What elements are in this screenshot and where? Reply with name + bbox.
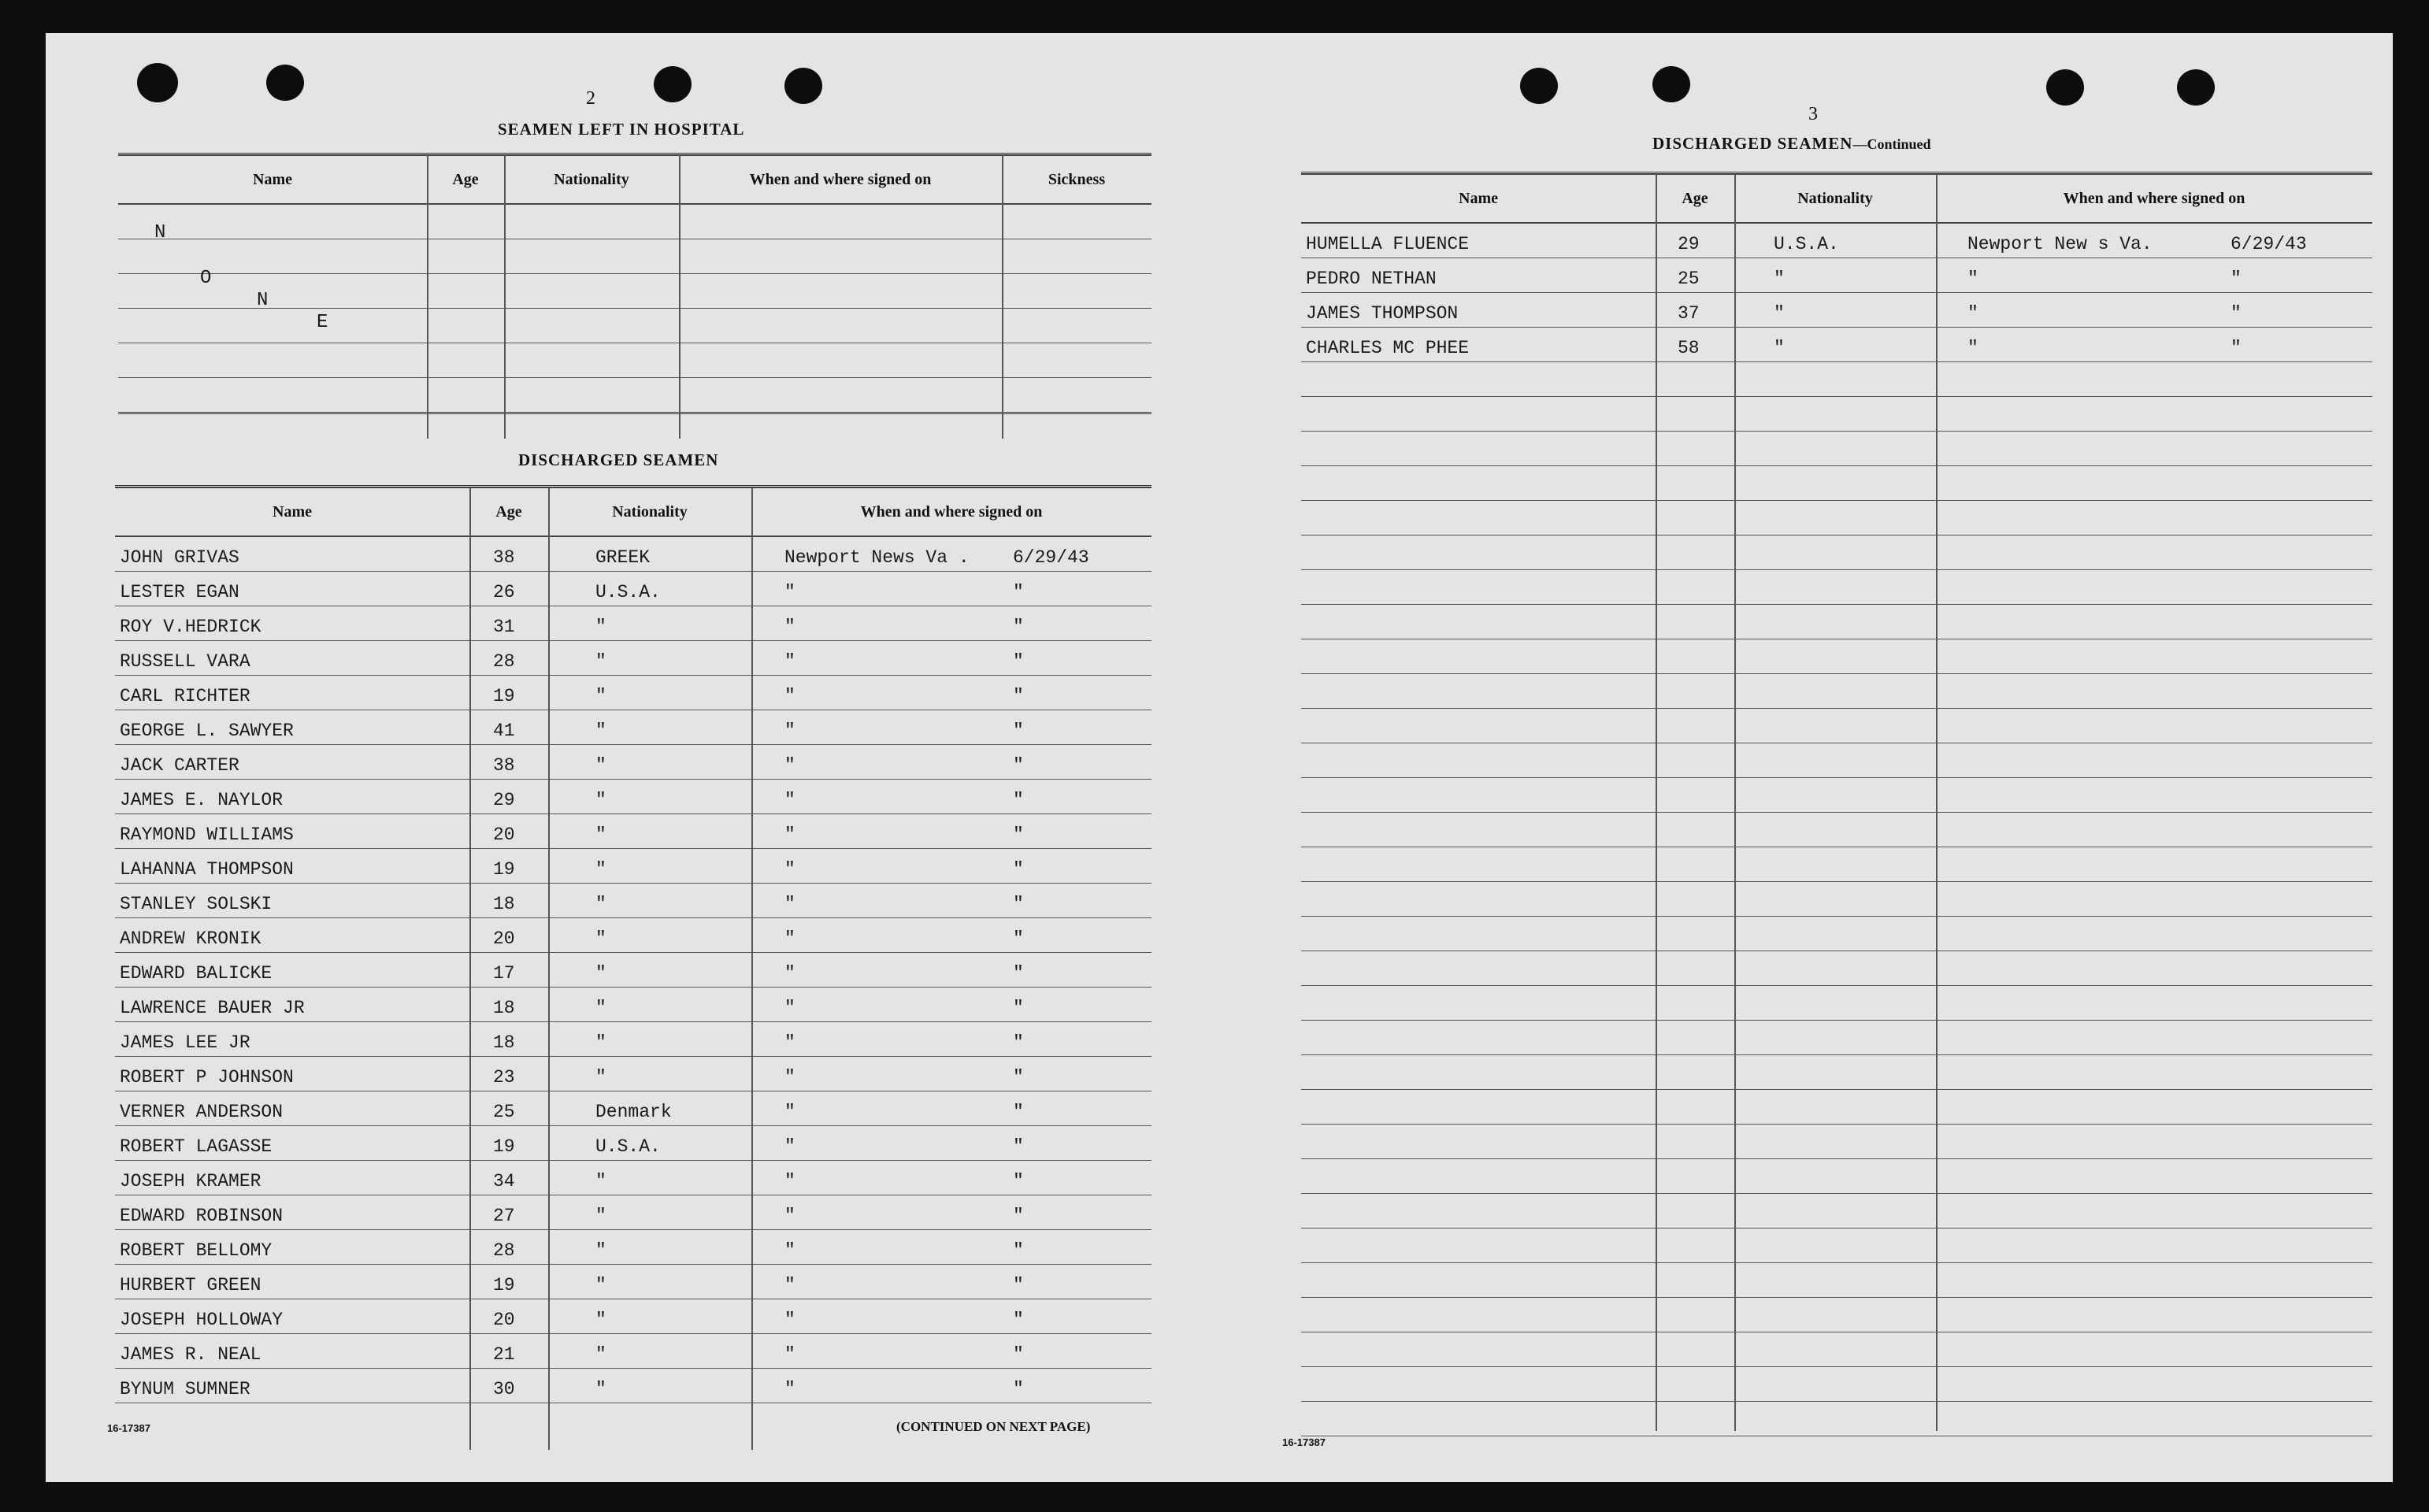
- table-row: [115, 1230, 1151, 1265]
- seaman-name: EDWARD BALICKE: [120, 963, 273, 984]
- signed-on-place: ": [784, 651, 795, 672]
- seaman-nationality: ": [595, 1310, 606, 1330]
- seaman-age: 34: [493, 1171, 515, 1191]
- signed-on-date: ": [2231, 269, 2242, 289]
- none-letter: N: [257, 290, 269, 311]
- seaman-name: CARL RICHTER: [120, 686, 250, 706]
- table-row: [115, 676, 1151, 710]
- table-row: [1301, 362, 2372, 397]
- table-row: [1301, 882, 2372, 917]
- signed-on-place: ": [784, 1136, 795, 1157]
- signed-on-date: ": [1013, 721, 1024, 741]
- table-row: [115, 780, 1151, 814]
- header-age: Age: [1682, 189, 1708, 207]
- discharged-continued-table: [1301, 172, 2372, 1431]
- signed-on-place: ": [784, 859, 795, 880]
- signed-on-date: ": [1013, 1032, 1024, 1053]
- table-row: [1301, 986, 2372, 1021]
- seaman-age: 17: [493, 963, 515, 984]
- table-row: [1301, 1125, 2372, 1159]
- table-row: [1301, 709, 2372, 743]
- seaman-name: GEORGE L. SAWYER: [120, 721, 294, 741]
- seaman-age: 28: [493, 651, 515, 672]
- seaman-age: 21: [493, 1344, 515, 1365]
- table-row: [115, 814, 1151, 849]
- seaman-nationality: ": [1774, 303, 1785, 324]
- table-row: [1301, 847, 2372, 882]
- signed-on-date: 6/29/43: [2231, 234, 2307, 254]
- table-row: [1301, 674, 2372, 709]
- signed-on-date: ": [1013, 1240, 1024, 1261]
- signed-on-place: ": [784, 1379, 795, 1399]
- seaman-name: LAHANNA THOMPSON: [120, 859, 294, 880]
- signed-on-date: ": [1013, 755, 1024, 776]
- seaman-nationality: ": [1774, 269, 1785, 289]
- seaman-name: ROBERT P JOHNSON: [120, 1067, 294, 1088]
- table-row: [115, 641, 1151, 676]
- seaman-age: 26: [493, 582, 515, 602]
- table-row: [118, 205, 1151, 239]
- seaman-age: 20: [493, 825, 515, 845]
- signed-on-place: ": [784, 998, 795, 1018]
- hospital-table: [118, 153, 1151, 439]
- column-divider: [679, 155, 680, 439]
- seaman-age: 18: [493, 1032, 515, 1053]
- seaman-nationality: ": [595, 1344, 606, 1365]
- signed-on-place: ": [784, 1032, 795, 1053]
- signed-on-date: ": [1013, 1379, 1024, 1399]
- seaman-nationality: Denmark: [595, 1102, 672, 1122]
- discharged-continued-title: [1652, 134, 1930, 154]
- header-sickness: Sickness: [1048, 170, 1106, 188]
- header-nationality: Nationality: [1797, 189, 1873, 207]
- none-letter: N: [154, 222, 166, 243]
- seaman-age: 38: [493, 755, 515, 776]
- table-row: [1301, 813, 2372, 847]
- seaman-nationality: ": [595, 963, 606, 984]
- signed-on-place: ": [784, 1067, 795, 1088]
- table-row: [1301, 1194, 2372, 1228]
- signed-on-place: ": [1967, 269, 1978, 289]
- none-letter: E: [317, 312, 328, 333]
- punch-hole: [1520, 68, 1558, 104]
- table-row: [118, 239, 1151, 274]
- signed-on-place: ": [1967, 303, 1978, 324]
- punch-hole: [137, 63, 178, 102]
- seaman-nationality: U.S.A.: [595, 1136, 661, 1157]
- table-row: [115, 1265, 1151, 1299]
- seaman-name: VERNER ANDERSON: [120, 1102, 284, 1122]
- seaman-age: 27: [493, 1206, 515, 1226]
- header-name: Name: [273, 502, 312, 521]
- punch-hole: [1652, 66, 1690, 102]
- signed-on-place: ": [784, 963, 795, 984]
- continued-note: (CONTINUED ON NEXT PAGE): [896, 1419, 1091, 1434]
- seaman-name: HURBERT GREEN: [120, 1275, 261, 1295]
- form-number: 16-17387: [107, 1422, 150, 1434]
- table-row: [1301, 536, 2372, 570]
- table-row: [115, 1161, 1151, 1195]
- seaman-nationality: ": [595, 1032, 606, 1053]
- header-name: Name: [253, 170, 292, 188]
- table-row: [115, 884, 1151, 918]
- table-row: [118, 274, 1151, 309]
- column-divider: [548, 487, 550, 1450]
- seaman-name: JOSEPH KRAMER: [120, 1171, 261, 1191]
- seaman-age: 19: [493, 859, 515, 880]
- signed-on-date: ": [1013, 686, 1024, 706]
- table-row: [115, 1299, 1151, 1334]
- seaman-name: EDWARD ROBINSON: [120, 1206, 284, 1226]
- seaman-name: RAYMOND WILLIAMS: [120, 825, 294, 845]
- signed-on-date: ": [1013, 1275, 1024, 1295]
- table-row: [1301, 501, 2372, 536]
- seaman-nationality: ": [595, 686, 606, 706]
- seaman-age: 20: [493, 1310, 515, 1330]
- signed-on-place: ": [784, 1171, 795, 1191]
- seaman-nationality: U.S.A.: [595, 582, 661, 602]
- seaman-nationality: U.S.A.: [1774, 234, 1839, 254]
- seaman-name: JOSEPH HOLLOWAY: [120, 1310, 284, 1330]
- continued-rows: [1301, 224, 2372, 1436]
- table-row: [115, 572, 1151, 606]
- table-row: [118, 309, 1151, 343]
- seaman-age: 25: [1678, 269, 1700, 289]
- table-row: [1301, 917, 2372, 951]
- table-row: [1301, 1298, 2372, 1332]
- seaman-age: 19: [493, 1275, 515, 1295]
- form-number: 16-17387: [1282, 1436, 1326, 1448]
- seaman-nationality: ": [595, 1275, 606, 1295]
- seaman-nationality: ": [595, 998, 606, 1018]
- table-row: [115, 849, 1151, 884]
- seaman-nationality: ": [595, 1171, 606, 1191]
- seaman-name: RUSSELL VARA: [120, 651, 250, 672]
- signed-on-place: ": [784, 1275, 795, 1295]
- signed-on-date: ": [1013, 998, 1024, 1018]
- signed-on-date: ": [1013, 1206, 1024, 1226]
- signed-on-place: ": [784, 1310, 795, 1330]
- seaman-nationality: ": [595, 1067, 606, 1088]
- signed-on-place: ": [784, 1206, 795, 1226]
- page-number: 2: [586, 88, 595, 109]
- table-row: [115, 1195, 1151, 1230]
- seaman-name: JACK CARTER: [120, 755, 239, 776]
- signed-on-date: ": [1013, 1102, 1024, 1122]
- signed-on-date: ": [1013, 582, 1024, 602]
- table-row: [115, 1022, 1151, 1057]
- seaman-nationality: ": [595, 651, 606, 672]
- signed-on-place: ": [784, 825, 795, 845]
- seaman-name: BYNUM SUMNER: [120, 1379, 250, 1399]
- seaman-name: LESTER EGAN: [120, 582, 239, 602]
- discharged-table: [115, 485, 1151, 1450]
- seaman-name: ROBERT LAGASSE: [120, 1136, 273, 1157]
- table-row: [115, 1334, 1151, 1369]
- table-row: [115, 1126, 1151, 1161]
- punch-hole: [2046, 69, 2084, 106]
- header-signed-on: When and where signed on: [2063, 189, 2245, 207]
- seaman-nationality: ": [595, 617, 606, 637]
- seaman-age: 20: [493, 928, 515, 949]
- table-row: [1301, 466, 2372, 501]
- column-divider: [1936, 174, 1938, 1431]
- seaman-age: 30: [493, 1379, 515, 1399]
- seaman-nationality: ": [595, 1206, 606, 1226]
- header-age: Age: [495, 502, 522, 521]
- signed-on-place: ": [784, 617, 795, 637]
- table-row: [115, 537, 1151, 572]
- seaman-nationality: ": [595, 1379, 606, 1399]
- seaman-age: 28: [493, 1240, 515, 1261]
- signed-on-place: Newport News Va .: [784, 547, 970, 568]
- seaman-age: 18: [493, 998, 515, 1018]
- seaman-nationality: ": [595, 1240, 606, 1261]
- table-row: [1301, 293, 2372, 328]
- table-row: [1301, 951, 2372, 986]
- discharged-table-header: [115, 487, 1151, 537]
- seaman-nationality: ": [1774, 338, 1785, 358]
- table-row: [1301, 570, 2372, 605]
- signed-on-date: ": [1013, 1136, 1024, 1157]
- column-divider: [1002, 155, 1003, 439]
- seaman-age: 29: [1678, 234, 1700, 254]
- seaman-age: 38: [493, 547, 515, 568]
- signed-on-place: ": [784, 1240, 795, 1261]
- signed-on-place: ": [1967, 338, 1978, 358]
- signed-on-date: ": [2231, 303, 2242, 324]
- table-row: [1301, 1263, 2372, 1298]
- punch-hole: [266, 65, 304, 101]
- seaman-nationality: ": [595, 825, 606, 845]
- seaman-name: JAMES E. NAYLOR: [120, 790, 284, 810]
- table-row: [115, 710, 1151, 745]
- table-row: [115, 1057, 1151, 1091]
- seaman-age: 23: [493, 1067, 515, 1088]
- table-row: [1301, 1228, 2372, 1263]
- seaman-name: STANLEY SOLSKI: [120, 894, 273, 914]
- signed-on-place: ": [784, 928, 795, 949]
- seaman-nationality: ": [595, 894, 606, 914]
- table-row: [1301, 1055, 2372, 1090]
- signed-on-place: ": [784, 686, 795, 706]
- signed-on-place: ": [784, 1344, 795, 1365]
- table-row: [1301, 432, 2372, 466]
- punch-hole: [784, 68, 822, 104]
- column-divider: [751, 487, 753, 1450]
- title-continued: —Continued: [1852, 136, 1931, 152]
- table-row: [1301, 639, 2372, 674]
- discharged-rows: [115, 537, 1151, 1403]
- column-divider: [1656, 174, 1657, 1431]
- signed-on-date: ": [1013, 1171, 1024, 1191]
- signed-on-date: ": [1013, 1310, 1024, 1330]
- header-signed-on: When and where signed on: [860, 502, 1043, 521]
- signed-on-date: ": [1013, 1344, 1024, 1365]
- signed-on-date: ": [1013, 651, 1024, 672]
- seaman-age: 18: [493, 894, 515, 914]
- hospital-table-header: [118, 155, 1151, 205]
- signed-on-place: ": [784, 894, 795, 914]
- seaman-name: LAWRENCE BAUER JR: [120, 998, 305, 1018]
- table-row: [1301, 1332, 2372, 1367]
- seaman-nationality: ": [595, 790, 606, 810]
- table-row: [1301, 743, 2372, 778]
- signed-on-date: ": [1013, 928, 1024, 949]
- header-nationality: Nationality: [554, 170, 629, 188]
- seaman-age: 29: [493, 790, 515, 810]
- table-row: [1301, 778, 2372, 813]
- none-letter: O: [200, 268, 212, 289]
- hospital-section-title: SEAMEN LEFT IN HOSPITAL: [498, 120, 745, 139]
- punch-hole: [2177, 69, 2215, 106]
- document-sheet: [46, 33, 2393, 1482]
- table-row: [1301, 1159, 2372, 1194]
- signed-on-date: 6/29/43: [1013, 547, 1089, 568]
- table-row: [118, 378, 1151, 414]
- seaman-name: ROBERT BELLOMY: [120, 1240, 273, 1261]
- column-divider: [1734, 174, 1736, 1431]
- header-nationality: Nationality: [612, 502, 688, 521]
- signed-on-date: ": [1013, 894, 1024, 914]
- seaman-age: 19: [493, 1136, 515, 1157]
- table-row: [1301, 397, 2372, 432]
- table-row: [115, 1369, 1151, 1403]
- seaman-age: 37: [1678, 303, 1700, 324]
- table-row: [115, 953, 1151, 988]
- column-divider: [504, 155, 506, 439]
- header-name: Name: [1459, 189, 1498, 207]
- column-divider: [427, 155, 428, 439]
- table-row: [1301, 605, 2372, 639]
- signed-on-date: ": [1013, 859, 1024, 880]
- seaman-age: 58: [1678, 338, 1700, 358]
- signed-on-date: ": [1013, 1067, 1024, 1088]
- signed-on-date: ": [1013, 790, 1024, 810]
- signed-on-date: ": [2231, 338, 2242, 358]
- signed-on-place: ": [784, 790, 795, 810]
- seaman-age: 41: [493, 721, 515, 741]
- signed-on-place: ": [784, 721, 795, 741]
- table-row: [1301, 224, 2372, 258]
- table-row: [1301, 258, 2372, 293]
- seaman-name: JOHN GRIVAS: [120, 547, 239, 568]
- table-row: [1301, 1402, 2372, 1436]
- signed-on-place: ": [784, 755, 795, 776]
- seaman-name: ANDREW KRONIK: [120, 928, 261, 949]
- seaman-nationality: ": [595, 755, 606, 776]
- table-row: [115, 1091, 1151, 1126]
- seaman-age: 25: [493, 1102, 515, 1122]
- punch-hole: [654, 66, 692, 102]
- seaman-name: JAMES THOMPSON: [1306, 303, 1459, 324]
- table-row: [118, 343, 1151, 378]
- header-age: Age: [452, 170, 479, 188]
- seaman-name: PEDRO NETHAN: [1306, 269, 1437, 289]
- seaman-name: CHARLES MC PHEE: [1306, 338, 1470, 358]
- signed-on-place: ": [784, 582, 795, 602]
- signed-on-place: Newport New s Va.: [1967, 234, 2153, 254]
- seaman-age: 31: [493, 617, 515, 637]
- signed-on-place: ": [784, 1102, 795, 1122]
- seaman-name: HUMELLA FLUENCE: [1306, 234, 1470, 254]
- table-row: [1301, 1367, 2372, 1402]
- seaman-name: ROY V.HEDRICK: [120, 617, 261, 637]
- table-row: [1301, 1090, 2372, 1125]
- seaman-nationality: GREEK: [595, 547, 651, 568]
- discharged-section-title: DISCHARGED SEAMEN: [518, 450, 719, 469]
- signed-on-date: ": [1013, 617, 1024, 637]
- seaman-age: 19: [493, 686, 515, 706]
- title-main: DISCHARGED SEAMEN: [1652, 134, 1853, 153]
- page-number: 3: [1808, 104, 1818, 124]
- seaman-name: JAMES R. NEAL: [120, 1344, 261, 1365]
- table-row: [115, 606, 1151, 641]
- table-row: [115, 745, 1151, 780]
- seaman-nationality: ": [595, 928, 606, 949]
- table-row: [115, 918, 1151, 953]
- seaman-nationality: ": [595, 859, 606, 880]
- signed-on-date: ": [1013, 825, 1024, 845]
- signed-on-date: ": [1013, 963, 1024, 984]
- table-row: [115, 988, 1151, 1022]
- continued-table-header: [1301, 174, 2372, 224]
- header-signed-on: When and where signed on: [749, 170, 932, 188]
- table-row: [1301, 328, 2372, 362]
- seaman-nationality: ": [595, 721, 606, 741]
- column-divider: [469, 487, 471, 1450]
- seaman-name: JAMES LEE JR: [120, 1032, 250, 1053]
- table-row: [1301, 1021, 2372, 1055]
